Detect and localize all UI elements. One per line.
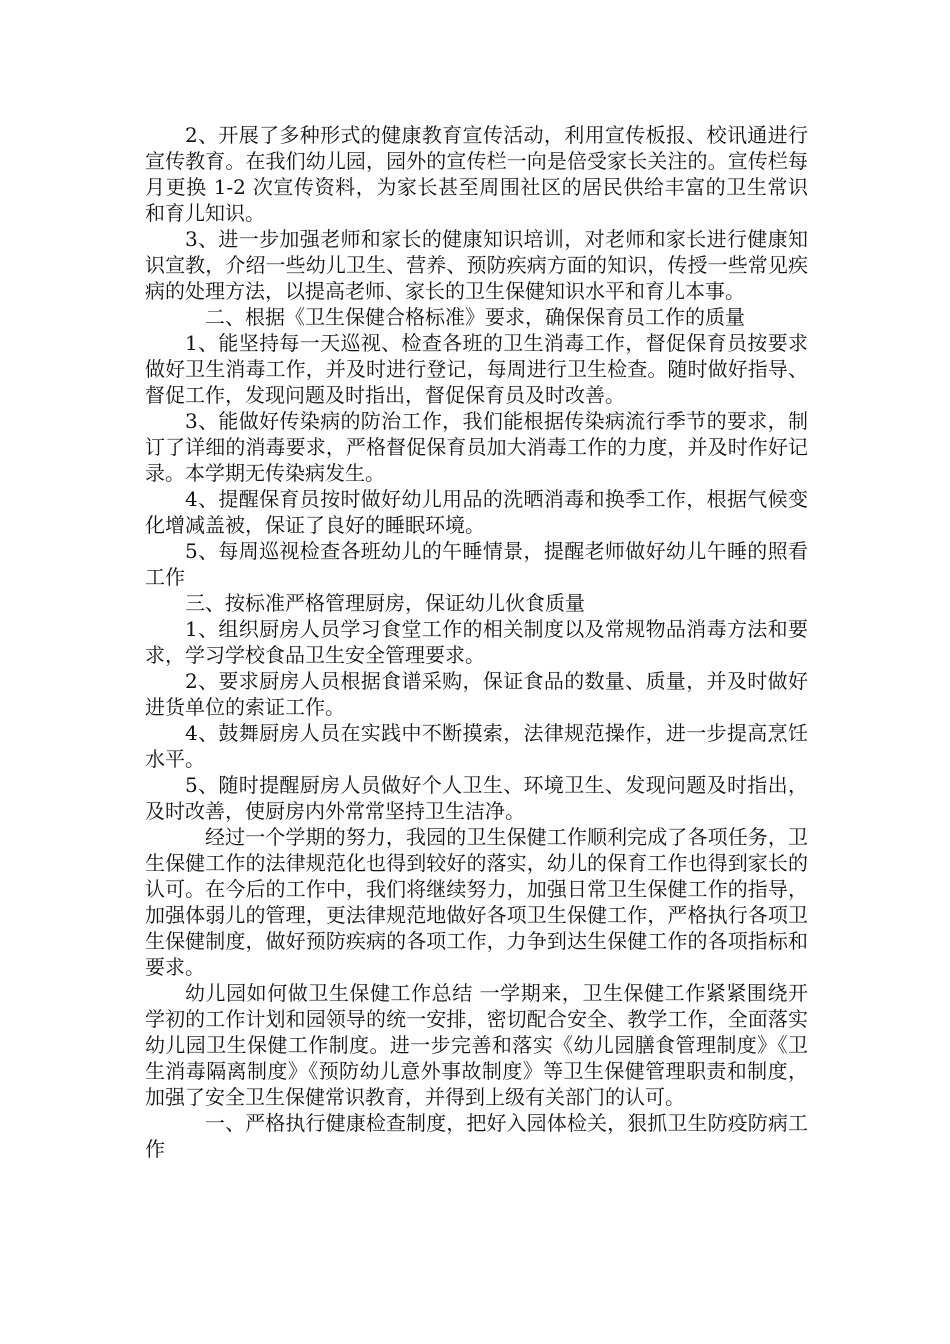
paragraph-item-4-cooking: 4、鼓舞厨房人员在实践中不断摸索，法律规范操作，进一步提高烹饪水平。 [145,721,808,771]
document-body [145,122,808,1162]
section-heading-two: 二、根据《卫生保健合格标准》要求，确保保育员工作的质量 [205,305,745,329]
paragraph-item-5-hygiene: 5、随时提醒厨房人员做好个人卫生、环境卫生、发现问题及时指出，及时改善，使厨房内外常常坚持卫生洁净。 [145,773,808,823]
section-heading-three: 三、按标准严格管理厨房，保证幼儿伙食质量 [185,591,585,615]
paragraph-item-3-training: 3、进一步加强老师和家长的健康知识培训，对老师和家长进行健康知识宣教，介绍一些幼儿卫生、营养、预防疾病方面的知识，传授一些常见疾病的处理方法，以提高老师、家长的卫生保健知识水平和育儿本事。 [145,227,808,303]
paragraph-item-2-purchasing: 2、要求厨房人员根据食谱采购，保证食品的数量、质量，并及时做好进货单位的索证工作。 [145,669,808,719]
paragraph-item-2-publicity: 2、开展了多种形式的健康教育宣传活动，利用宣传板报、校讯通进行宣传教育。在我们幼儿园，园外的宣传栏一向是倍受家长关注的。宣传栏每月更换 1-2 次宣传资料，为家长甚至周围社区的居民供给丰富的卫生常识和育儿知识。 [145,123,808,225]
paragraph-item-4-disinfection: 4、提醒保育员按时做好幼儿用品的洗晒消毒和换季工作，根据气候变化增减盖被，保证了良好的睡眠环境。 [145,487,808,537]
section-heading-one: 一、严格执行健康检查制度，把好入园体检关，狠抓卫生防疫防病工作 [145,1111,808,1161]
paragraph-item-1-kitchen-training: 1、组织厨房人员学习食堂工作的相关制度以及常规物品消毒方法和要求，学习学校食品卫生安全管理要求。 [145,617,808,667]
paragraph-item-3-infection: 3、能做好传染病的防治工作，我们能根据传染病流行季节的要求，制订了详细的消毒要求，严格督促保育员加大消毒工作的力度，并及时作好记录。本学期无传染病发生。 [145,409,808,485]
paragraph-item-5-nap: 5、每周巡视检查各班幼儿的午睡情景，提醒老师做好幼儿午睡的照看工作 [145,539,808,589]
paragraph-summary-title: 幼儿园如何做卫生保健工作总结 一学期来，卫生保健工作紧紧围绕开学初的工作计划和园领导的统一安排，密切配合安全、教学工作，全面落实幼儿园卫生保健工作制度。进一步完善和落实《幼儿园膳食管理制度》《卫生消毒隔离制度》《预防幼儿意外事故制度》等卫生保健管理职责和制度，加强了安全卫生保健常识教育，并得到上级有关部门的认可。 [145,981,808,1109]
paragraph-item-1-inspection: 1、能坚持每一天巡视、检查各班的卫生消毒工作，督促保育员按要求做好卫生消毒工作，并及时进行登记，每周进行卫生检查。随时做好指导、督促工作，发现问题及时指出，督促保育员及时改善。 [145,331,808,407]
paragraph-summary: 经过一个学期的努力，我园的卫生保健工作顺利完成了各项任务，卫生保健工作的法律规范化也得到较好的落实，幼儿的保育工作也得到家长的认可。在今后的工作中，我们将继续努力，加强日常卫生保健工作的指导，加强体弱儿的管理，更法律规范地做好各项卫生保健工作，严格执行各项卫生保健制度，做好预防疾病的各项工作，力争到达生保健工作的各项指标和要求。 [145,825,808,979]
